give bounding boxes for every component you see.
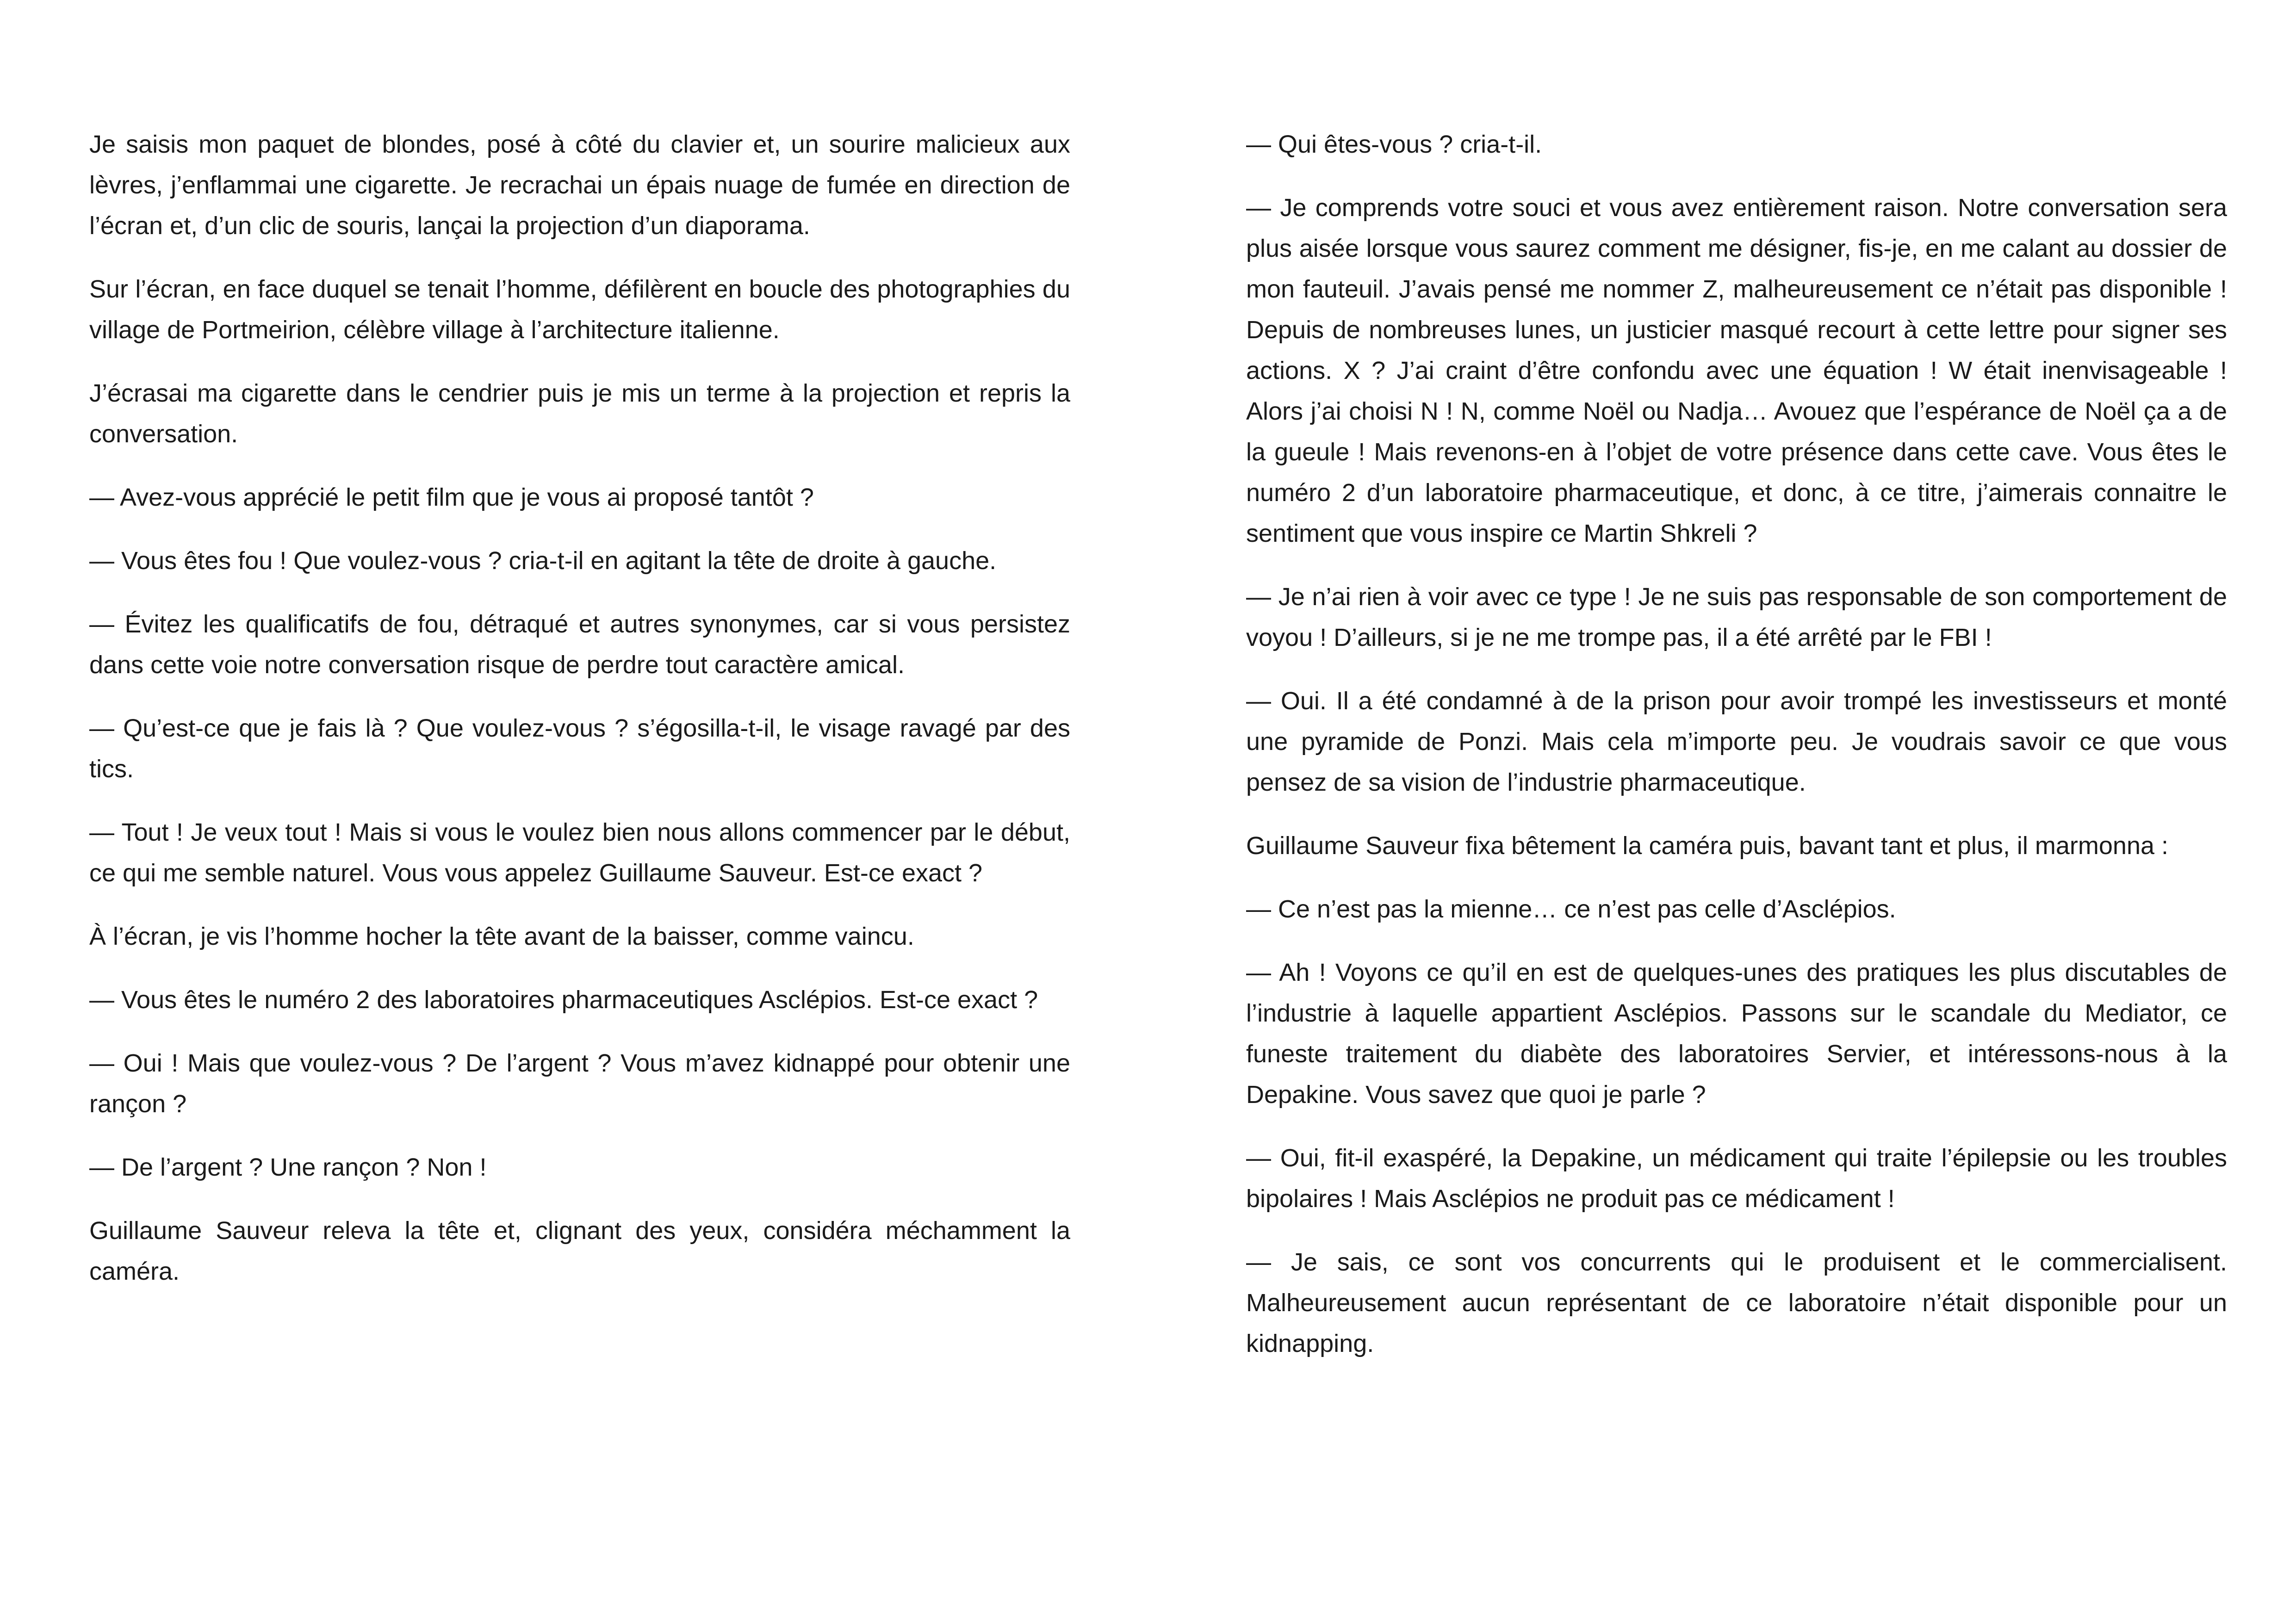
dialogue-line: — Je comprends votre souci et vous avez entièrement raison. Notre conversation sera plus aisée lorsque vous saurez comment me désigner, fis-je, en me calant au dossier de mon fauteuil. J’avais pensé me nommer Z, malheureusement ce n’était pas disponible ! Depuis de nombreuses lunes, un justicier masqué recourt à cette lettre pour signer ses actions. X ? J’ai craint d’être confondu avec une équation ! W était inenvisageable ! Alors j’ai choisi N ! N, comme Noël ou Nadja… Avouez que l’espérance de Noël ça a de la gueule ! Mais revenons-en à l’objet de votre présence dans cette cave. Vous êtes le numéro 2 d’un laboratoire pharmaceutique, et donc, à ce titre, j’aimerais connaitre le sentiment que vous inspire ce Martin Shkreli ?	[1246, 194, 2227, 547]
left-page-text-column	[89, 124, 1070, 1314]
paragraph: Guillaume Sauveur releva la tête et, clignant des yeux, considéra méchamment la caméra.	[89, 1217, 1070, 1285]
dialogue-line: — Oui ! Mais que voulez-vous ? De l’argent ? Vous m’avez kidnappé pour obtenir une rançon ?	[89, 1049, 1070, 1118]
paragraph: Sur l’écran, en face duquel se tenait l’homme, défilèrent en boucle des photographies du village de Portmeirion, célèbre village à l’architecture italienne.	[89, 275, 1070, 344]
dialogue-line: — Vous êtes fou ! Que voulez-vous ? cria-t-il en agitant la tête de droite à gauche.	[89, 547, 997, 575]
dialogue-line: — Oui. Il a été condamné à de la prison pour avoir trompé les investisseurs et monté une pyramide de Ponzi. Mais cela m’importe peu. Je voudrais savoir ce que vous pensez de sa vision de l’industrie pharmaceutique.	[1246, 687, 2227, 796]
dialogue-line: — Je sais, ce sont vos concurrents qui le produisent et le commercialisent. Malheureusement aucun représentant de ce laboratoire n’était disponible pour un kidnapping.	[1246, 1248, 2227, 1357]
paragraph: Je saisis mon paquet de blondes, posé à côté du clavier et, un sourire malicieux aux lèvres, j’enflammai une cigarette. Je recrachai un épais nuage de fumée en direction de l’écran et, d’un clic de souris, lançai la projection d’un diaporama.	[89, 130, 1070, 240]
dialogue-line: — Tout ! Je veux tout ! Mais si vous le voulez bien nous allons commencer par le début, ce qui me semble naturel. Vous vous appelez Guillaume Sauveur. Est-ce exact ?	[89, 818, 1070, 887]
paragraph: À l’écran, je vis l’homme hocher la tête avant de la baisser, comme vaincu.	[89, 923, 914, 950]
dialogue-line: — De l’argent ? Une rançon ? Non !	[89, 1153, 487, 1181]
dialogue-line: — Je n’ai rien à voir avec ce type ! Je ne suis pas responsable de son comportement de voyou ! D’ailleurs, si je ne me trompe pas, il a été arrêté par le FBI !	[1246, 583, 2227, 651]
dialogue-line: — Ce n’est pas la mienne… ce n’est pas celle d’Asclépios.	[1246, 895, 1896, 923]
dialogue-line: — Qui êtes-vous ? cria-t-il.	[1246, 130, 1542, 158]
dialogue-line: — Évitez les qualificatifs de fou, détraqué et autres synonymes, car si vous persistez dans cette voie notre conversation risque de perdre tout caractère amical.	[89, 610, 1070, 679]
dialogue-line: — Qu’est-ce que je fais là ? Que voulez-vous ? s’égosilla-t-il, le visage ravagé par des tics.	[89, 714, 1070, 783]
dialogue-line: — Ah ! Voyons ce qu’il en est de quelques-unes des pratiques les plus discutables de l’industrie à laquelle appartient Asclépios. Passons sur le scandale du Mediator, ce funeste traitement du diabète des laboratoires Servier, et intéressons-nous à la Depakine. Vous savez que quoi je parle ?	[1246, 959, 2227, 1109]
right-page-text-column	[1246, 124, 2227, 1387]
dialogue-line: — Avez-vous apprécié le petit film que je vous ai proposé tantôt ?	[89, 483, 814, 511]
paragraph: J’écrasai ma cigarette dans le cendrier puis je mis un terme à la projection et repris la conversation.	[89, 379, 1070, 448]
dialogue-line: — Vous êtes le numéro 2 des laboratoires pharmaceutiques Asclépios. Est-ce exact ?	[89, 986, 1038, 1014]
dialogue-line: — Oui, fit-il exaspéré, la Depakine, un médicament qui traite l’épilepsie ou les troubles bipolaires ! Mais Asclépios ne produit pas ce médicament !	[1246, 1144, 2227, 1213]
paragraph: Guillaume Sauveur fixa bêtement la caméra puis, bavant tant et plus, il marmonna :	[1246, 832, 2169, 860]
